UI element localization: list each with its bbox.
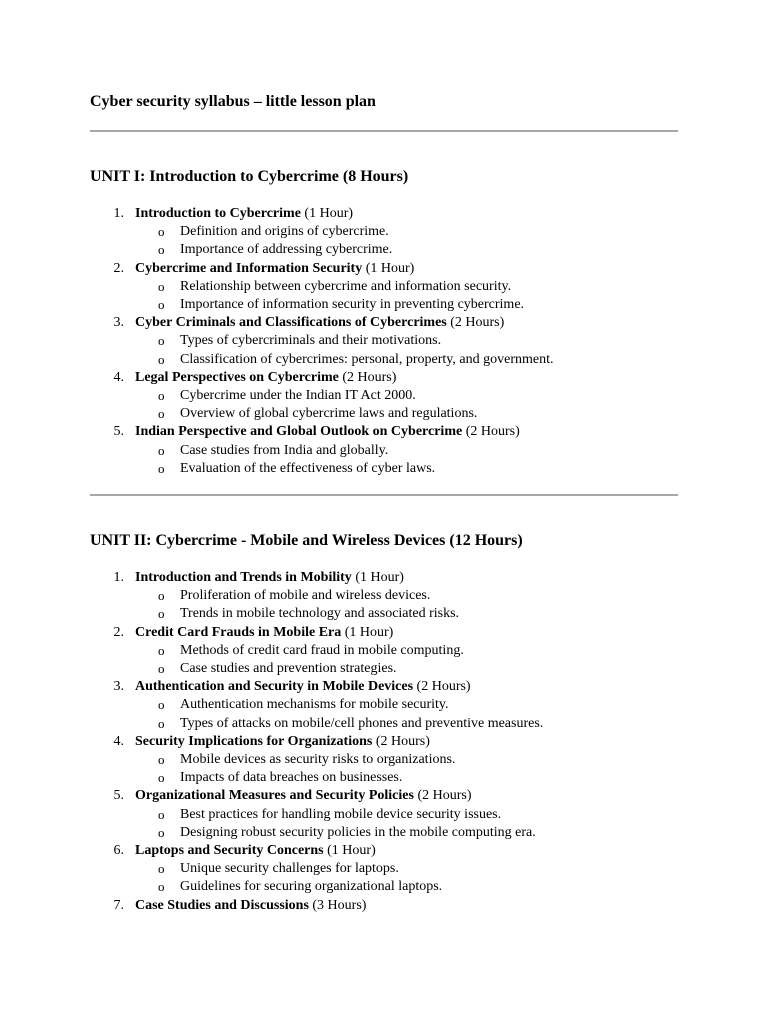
circle-bullet-icon: o xyxy=(158,642,165,658)
sub-point-list xyxy=(135,587,543,623)
topic-title: Cyber Criminals and Classifications of Cybercrimes xyxy=(135,315,447,331)
topic-number: 5. xyxy=(113,788,124,804)
topic-title: Indian Perspective and Global Outlook on Cybercrime xyxy=(135,424,463,440)
sub-point xyxy=(135,860,543,878)
circle-bullet-icon: o xyxy=(158,278,165,294)
sub-point-text: Case studies from India and globally. xyxy=(180,442,389,458)
sub-point xyxy=(135,824,543,842)
sub-point-text: Evaluation of the effectiveness of cyber laws. xyxy=(180,460,436,476)
topic-title: Authentication and Security in Mobile Devices xyxy=(135,679,414,695)
sub-point xyxy=(135,715,543,733)
horizontal-divider xyxy=(90,494,678,496)
sub-point xyxy=(135,351,553,369)
topic-hours: (1 Hour) xyxy=(355,570,404,585)
topic-title: Legal Perspectives on Cybercrime xyxy=(135,369,339,385)
sub-point-text: Mobile devices as security risks to organizations. xyxy=(180,752,456,768)
topic-number: 3. xyxy=(113,679,124,695)
circle-bullet-icon: o xyxy=(158,661,165,677)
list-item xyxy=(90,369,553,424)
sub-point-text: Importance of information security in preventing cybercrime. xyxy=(180,297,525,313)
sub-point-text: Importance of addressing cybercrime. xyxy=(180,242,393,258)
circle-bullet-icon: o xyxy=(158,697,165,713)
sub-point xyxy=(135,241,553,259)
circle-bullet-icon: o xyxy=(158,861,165,877)
sub-point-text: Types of cybercriminals and their motivations. xyxy=(180,333,442,349)
sub-point-list xyxy=(135,387,553,423)
topic-title: Introduction to Cybercrime xyxy=(135,206,301,221)
sub-point-text: Unique security challenges for laptops. xyxy=(180,861,399,877)
topic-title: Case Studies and Discussions xyxy=(135,897,309,913)
list-item xyxy=(90,314,553,369)
topic-hours: (2 Hours) xyxy=(465,424,520,440)
topic-list xyxy=(90,205,553,478)
topic-number: 2. xyxy=(113,260,124,276)
topic-number: 1. xyxy=(113,570,124,585)
circle-bullet-icon: o xyxy=(158,715,165,731)
topic-number: 6. xyxy=(113,843,124,859)
circle-bullet-icon: o xyxy=(158,442,165,458)
sub-point-text: Relationship between cybercrime and information security. xyxy=(180,278,512,294)
sub-point xyxy=(135,442,553,460)
horizontal-divider xyxy=(90,130,678,132)
circle-bullet-icon: o xyxy=(158,224,165,240)
topic-hours: (2 Hours) xyxy=(417,788,472,804)
sub-point xyxy=(135,278,553,296)
sub-point-text: Overview of global cybercrime laws and regulations. xyxy=(180,406,478,422)
topic-number: 4. xyxy=(113,733,124,749)
topic-number: 4. xyxy=(113,369,124,385)
sub-point xyxy=(135,696,543,714)
topic-hours: (1 Hour) xyxy=(327,843,376,859)
sub-point-text: Classification of cybercrimes: personal, property, and government. xyxy=(180,351,554,367)
sub-point xyxy=(135,769,543,787)
sub-point-text: Proliferation of mobile and wireless devices. xyxy=(180,588,431,604)
sub-point-text: Methods of credit card fraud in mobile computing. xyxy=(180,642,464,658)
sub-point-text: Types of attacks on mobile/cell phones and preventive measures. xyxy=(180,715,544,731)
circle-bullet-icon: o xyxy=(158,460,165,476)
topic-hours: (2 Hours) xyxy=(416,679,471,695)
circle-bullet-icon: o xyxy=(158,879,165,895)
sub-point xyxy=(135,878,543,896)
circle-bullet-icon: o xyxy=(158,770,165,786)
topic-number: 2. xyxy=(113,624,124,640)
sub-point xyxy=(135,405,553,423)
unit-heading: UNIT I: Introduction to Cybercrime (8 Hours) xyxy=(90,168,409,185)
sub-point xyxy=(135,332,553,350)
list-item xyxy=(90,842,543,897)
sub-point-list xyxy=(135,278,553,314)
circle-bullet-icon: o xyxy=(158,333,165,349)
circle-bullet-icon: o xyxy=(158,824,165,840)
sub-point-text: Best practices for handling mobile device security issues. xyxy=(180,806,502,822)
circle-bullet-icon: o xyxy=(158,752,165,768)
unit-heading: UNIT II: Cybercrime - Mobile and Wireless Devices (12 Hours) xyxy=(90,532,523,549)
sub-point xyxy=(135,387,553,405)
topic-number: 1. xyxy=(113,206,124,221)
list-item xyxy=(90,569,543,624)
sub-point xyxy=(135,223,553,241)
topic-hours: (1 Hour) xyxy=(304,206,354,221)
circle-bullet-icon: o xyxy=(158,806,165,822)
list-item xyxy=(90,423,553,478)
list-item xyxy=(90,733,543,788)
circle-bullet-icon: o xyxy=(158,351,165,367)
sub-point-list xyxy=(135,223,553,259)
sub-point xyxy=(135,806,543,824)
sub-point-text: Designing robust security policies in the mobile computing era. xyxy=(180,824,536,840)
sub-point-text: Trends in mobile technology and associated risks. xyxy=(180,606,460,622)
circle-bullet-icon: o xyxy=(158,297,165,313)
list-item xyxy=(90,787,543,842)
topic-title: Credit Card Frauds in Mobile Era xyxy=(135,624,342,640)
circle-bullet-icon: o xyxy=(158,606,165,622)
sub-point xyxy=(135,751,543,769)
sub-point-text: Authentication mechanisms for mobile security. xyxy=(180,697,449,713)
sub-point-list xyxy=(135,860,543,896)
sub-point xyxy=(135,660,543,678)
topic-number: 7. xyxy=(113,897,124,913)
sub-point-list xyxy=(135,696,543,732)
circle-bullet-icon: o xyxy=(158,388,165,404)
sub-point-text: Definition and origins of cybercrime. xyxy=(180,224,389,240)
topic-hours: (3 Hours) xyxy=(312,897,367,913)
topic-title: Organizational Measures and Security Policies xyxy=(135,788,414,804)
sub-point-text: Case studies and prevention strategies. xyxy=(180,661,397,677)
sub-point-list xyxy=(135,332,553,368)
topic-hours: (2 Hours) xyxy=(375,733,430,749)
sub-point-text: Cybercrime under the Indian IT Act 2000. xyxy=(180,388,416,404)
topic-title: Security Implications for Organizations xyxy=(135,733,373,749)
topic-title: Cybercrime and Information Security xyxy=(135,260,363,276)
topic-hours: (2 Hours) xyxy=(342,369,397,385)
sub-point xyxy=(135,460,553,478)
topic-hours: (2 Hours) xyxy=(450,315,505,331)
topic-hours: (1 Hour) xyxy=(365,260,415,276)
sub-point xyxy=(135,605,543,623)
circle-bullet-icon: o xyxy=(158,406,165,422)
topic-number: 3. xyxy=(113,315,124,331)
list-item xyxy=(90,624,543,679)
list-item xyxy=(90,678,543,733)
sub-point-list xyxy=(135,642,543,678)
sub-point-text: Guidelines for securing organizational laptops. xyxy=(180,879,443,895)
sub-point-list xyxy=(135,806,543,842)
topic-number: 5. xyxy=(113,424,124,440)
sub-point xyxy=(135,642,543,660)
list-item xyxy=(90,205,553,260)
topic-title: Laptops and Security Concerns xyxy=(135,843,324,859)
list-item xyxy=(90,260,553,315)
topic-title: Introduction and Trends in Mobility xyxy=(135,570,352,585)
list-item xyxy=(90,897,543,915)
topic-list xyxy=(90,569,543,915)
sub-point-list xyxy=(135,751,543,787)
sub-point xyxy=(135,296,553,314)
sub-point-list xyxy=(135,442,553,478)
document-title: Cyber security syllabus – little lesson plan xyxy=(90,93,376,110)
circle-bullet-icon: o xyxy=(158,588,165,604)
sub-point xyxy=(135,587,543,605)
topic-hours: (1 Hour) xyxy=(344,624,394,640)
sub-point-text: Impacts of data breaches on businesses. xyxy=(180,770,403,786)
circle-bullet-icon: o xyxy=(158,242,165,258)
